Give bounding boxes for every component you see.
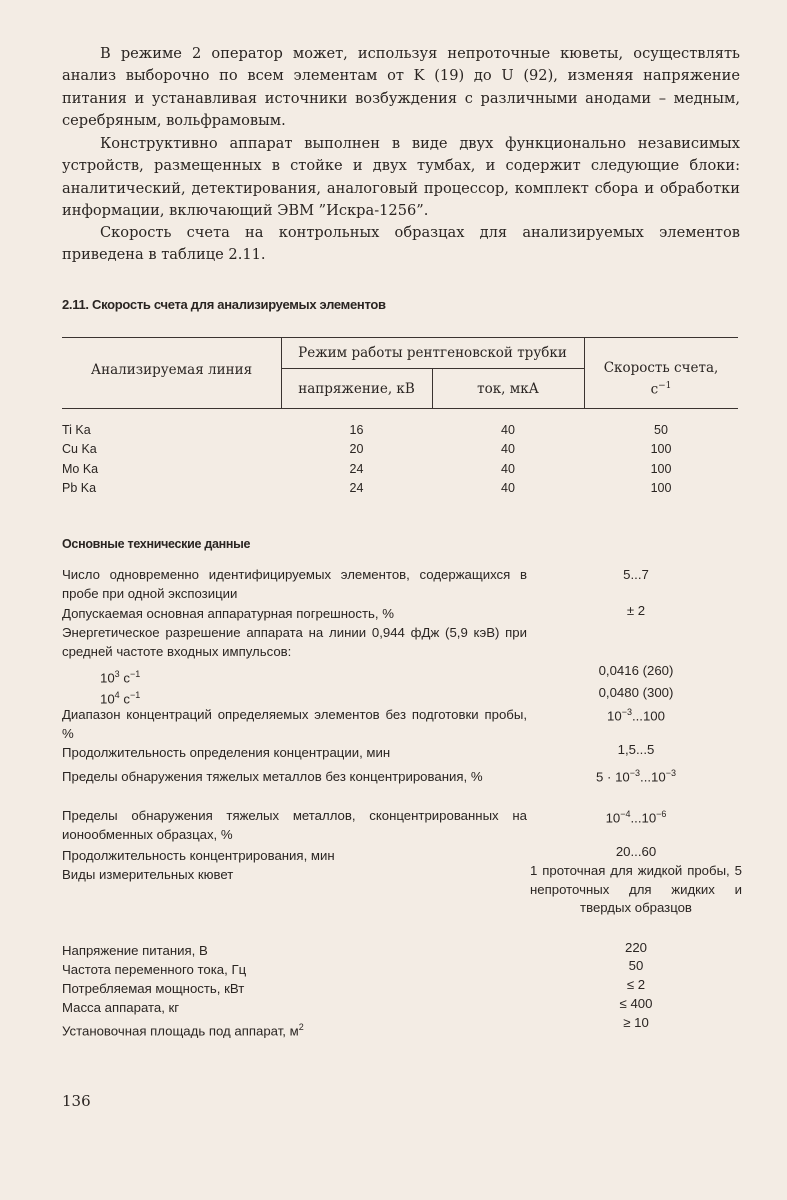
header-rate (584, 359, 738, 399)
spec-label: Виды измерительных кювет (62, 867, 234, 882)
row-voltage: 24 (349, 462, 364, 476)
row-rate: 100 (650, 481, 672, 495)
spec-label: Допускаемая основная аппаратурная погрешность, % (62, 606, 394, 621)
header-mode: Режим работы рентгеновской трубки (298, 345, 567, 361)
spec-label: Напряжение питания, В (62, 943, 208, 958)
spec-label: Число одновременно идентифицируемых элементов, содержащихся в пробе при одной экспозиции (62, 567, 527, 601)
row-line: Ti Ka (62, 423, 91, 437)
row-line: Mo Ka (62, 462, 99, 476)
paragraph-construction: Конструктивно аппарат выполнен в виде двух функционально независимых устройств, размещенных в стойке и двух тумбах, и содержит следующие блоки: аналитический, детектирования, аналоговый процессор, комплект сбора и обработки информации, включающий ЭВМ ”Искра-1256”. (62, 135, 740, 220)
spec-label: Продолжительность определения концентрации, мин (62, 745, 391, 760)
row-voltage: 24 (349, 481, 364, 495)
header-rate-unit-exp: −1 (658, 381, 672, 391)
spec-label: Энергетическое разрешение аппарата на линии 0,944 фДж (5,9 кэВ) при средней частоте входных импульсов: (62, 625, 527, 659)
spec-label: Пределы обнаружения тяжелых металлов без концентрирования, % (62, 769, 483, 784)
spec-label: Установочная площадь под аппарат, $м^2$ (62, 1022, 304, 1039)
spec-value: 50 (628, 958, 644, 973)
spec-value: 220 (624, 940, 647, 955)
spec-value: ≤ 2 (626, 977, 646, 992)
page-number: 136 (62, 1092, 91, 1110)
spec-label: Частота переменного тока, Гц (62, 962, 247, 977)
table-top-rule (62, 337, 738, 338)
spec-label: Масса аппарата, кг (62, 1000, 180, 1015)
spec-value: 20...60 (615, 844, 657, 859)
spec-label: Пределы обнаружения тяжелых металлов, сконцентрированных на ионообменных образцах, % (62, 808, 527, 842)
spec-value: ≥ 10 (623, 1015, 649, 1030)
paragraph-mode-2: В режиме 2 оператор может, используя непроточные кюветы, осуществлять анализ выборочно по всем элементам от K (19) до U (92), изменяя напряжение питания и устанавливая источники возбуждения с различными анодами – медным, серебряным, вольфрамовым. (62, 45, 740, 130)
spec-label: Продолжительность концентрирования, мин (62, 848, 335, 863)
spec-label: Диапазон концентраций определяемых элементов без подготовки пробы, % (62, 707, 527, 741)
spec-value: $10^{-3}...100$ (607, 707, 665, 724)
row-current: 40 (501, 481, 515, 495)
header-current: ток, мкА (477, 381, 539, 397)
row-current: 40 (501, 442, 515, 456)
spec-value: $10^{-4}...10^{-6}$ (605, 809, 667, 826)
specs-heading: Основные технические данные (62, 537, 251, 551)
spec-sublabel: $10^4$ $с^{-1}$ (100, 690, 141, 707)
spec-value: 1 проточная для жидкой пробы, 5 непроточных для жидких и твердых образцов (530, 863, 742, 915)
row-voltage: 16 (349, 423, 364, 437)
header-rate-label: Скорость счета, (603, 360, 719, 376)
spec-value: $5 \cdot 10^{-3}...10^{-3}$ (596, 768, 676, 785)
paragraph-count-rate: Скорость счета на контрольных образцах для анализируемых элементов приведена в таблице 2.11. (62, 224, 740, 264)
header-rate-unit: с (650, 381, 659, 398)
table-header-rule (62, 408, 738, 409)
spec-label: Потребляемая мощность, кВт (62, 981, 245, 996)
spec-value: 0,0416 (260) (598, 663, 674, 678)
row-voltage: 20 (349, 442, 364, 456)
spec-value: 5...7 (623, 567, 649, 582)
header-voltage: напряжение, кВ (298, 381, 415, 397)
table-caption: 2.11. Скорость счета для анализируемых элементов (62, 297, 386, 312)
row-rate: 50 (654, 423, 668, 437)
row-current: 40 (501, 462, 515, 476)
row-rate: 100 (650, 442, 672, 456)
header-line: Анализируемая линия (90, 362, 253, 378)
row-line: Cu Ka (62, 442, 97, 456)
spec-value: 0,0480 (300) (598, 685, 674, 700)
spec-value: 1,5...5 (617, 742, 655, 757)
row-current: 40 (501, 423, 515, 437)
row-line: Pb Ka (62, 481, 97, 495)
spec-value: ≤ 400 (619, 996, 653, 1011)
spec-value: ± 2 (626, 603, 646, 618)
row-rate: 100 (650, 462, 672, 476)
spec-sublabel: $10^3$ $с^{-1}$ (100, 669, 141, 686)
